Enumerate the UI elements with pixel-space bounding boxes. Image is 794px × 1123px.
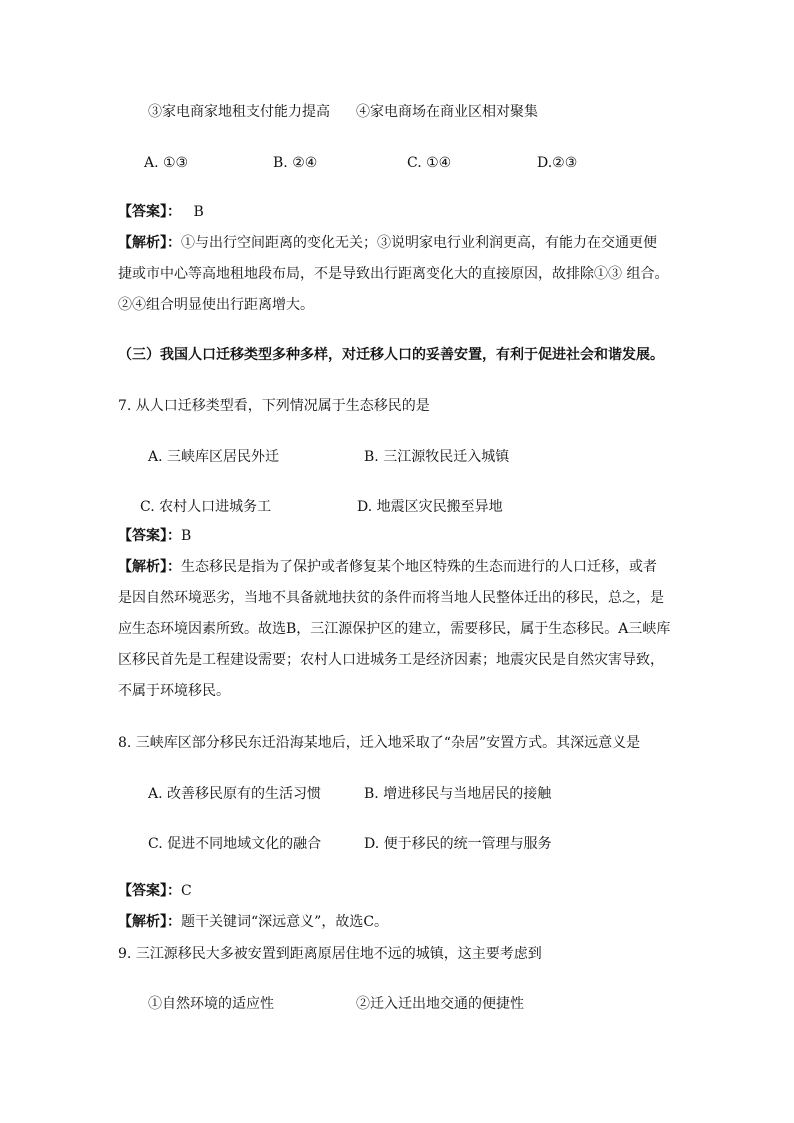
answer-label: 【答案】： — [118, 528, 181, 544]
q8-explanation-line-1 — [118, 912, 388, 932]
q8-option-a: A. 改善移民原有的生活习惯 — [148, 786, 322, 802]
q7-explanation-line-3: 应生态环境因素所致。故选B，三江源保护区的建立，需要移民，属于生态移民。A三峡库 — [118, 621, 671, 637]
q7-stem: 7. 从人口迁移类型看，下列情况属于生态移民的是 — [118, 398, 430, 414]
section-3-title: （三）我国人口迁移类型多种多样，对迁移人口的妥善安置，有利于促进社会和谐发展。 — [118, 347, 664, 363]
q9-item-2: ②迁入迁出地交通的便捷性 — [356, 996, 524, 1012]
q8-answer — [118, 881, 192, 901]
answer-value: B — [193, 204, 204, 220]
explanation-text: ①与出行空间距离的变化无关；③说明家电行业利润更高，有能力在交通更便 — [181, 235, 657, 251]
q8-stem: 8. 三峡库区部分移民东迁沿海某地后，迁入地采取了“杂居”安置方式。其深远意义是 — [118, 735, 641, 751]
q7-explanation-line-1 — [118, 557, 657, 577]
q7-explanation-line-2: 是因自然环境恶劣，当地不具备就地扶贫的条件而将当地人民整体迁出的移民，总之，是 — [118, 590, 664, 606]
q9-item-1: ①自然环境的适应性 — [148, 996, 274, 1012]
answer-label: 【答案】： — [118, 883, 181, 899]
explanation-label: 【解析】： — [118, 235, 181, 251]
q6-option-b: B. ②④ — [273, 155, 318, 171]
explanation-label: 【解析】： — [118, 559, 181, 575]
q6-option-d: D.②③ — [537, 155, 578, 171]
q6-item-4: ④家电商场在商业区相对聚集 — [356, 104, 538, 120]
q6-explanation-line-2: 捷或市中心等高地租地段布局，不是导致出行距离变化大的直接原因，故排除①③ 组合。 — [118, 266, 669, 282]
q7-explanation-line-5: 不属于环境移民。 — [118, 683, 230, 699]
q7-option-d: D. 地震区灾民搬至异地 — [357, 499, 503, 515]
q6-answer — [118, 202, 204, 222]
q7-answer — [118, 526, 191, 546]
q7-explanation-line-4: 区移民首先是工程建设需要；农村人口进城务工是经济因素；地震灾民是自然灾害导致， — [118, 652, 664, 668]
q8-option-b: B. 增进移民与当地居民的接触 — [364, 786, 552, 802]
q7-option-c: C. 农村人口进城务工 — [140, 499, 272, 515]
explanation-text: 生态移民是指为了保护或者修复某个地区特殊的生态而进行的人口迁移，或者 — [181, 559, 657, 575]
q7-option-b: B. 三江源牧民迁入城镇 — [364, 449, 510, 465]
explanation-label: 【解析】： — [118, 914, 181, 930]
q9-stem: 9. 三江源移民大多被安置到距离原居住地不远的城镇，这主要考虑到 — [118, 946, 542, 962]
answer-value: B — [181, 528, 192, 544]
q7-option-a: A. 三峡库区居民外迁 — [148, 449, 280, 465]
answer-value: C — [181, 883, 192, 899]
q6-item-3: ③家电商家地租支付能力提高 — [148, 104, 330, 120]
q8-option-c: C. 促进不同地域文化的融合 — [148, 836, 322, 852]
q6-explanation-line-1 — [118, 233, 657, 253]
q6-option-c: C. ①④ — [407, 155, 452, 171]
q6-explanation-line-3: ②④组合明显使出行距离增大。 — [118, 297, 314, 313]
q8-option-d: D. 便于移民的统一管理与服务 — [364, 836, 552, 852]
explanation-text: 题干关键词“深远意义”，故选C。 — [181, 914, 389, 930]
answer-label: 【答案】： — [118, 204, 181, 220]
q6-option-a: A. ①③ — [144, 155, 189, 171]
